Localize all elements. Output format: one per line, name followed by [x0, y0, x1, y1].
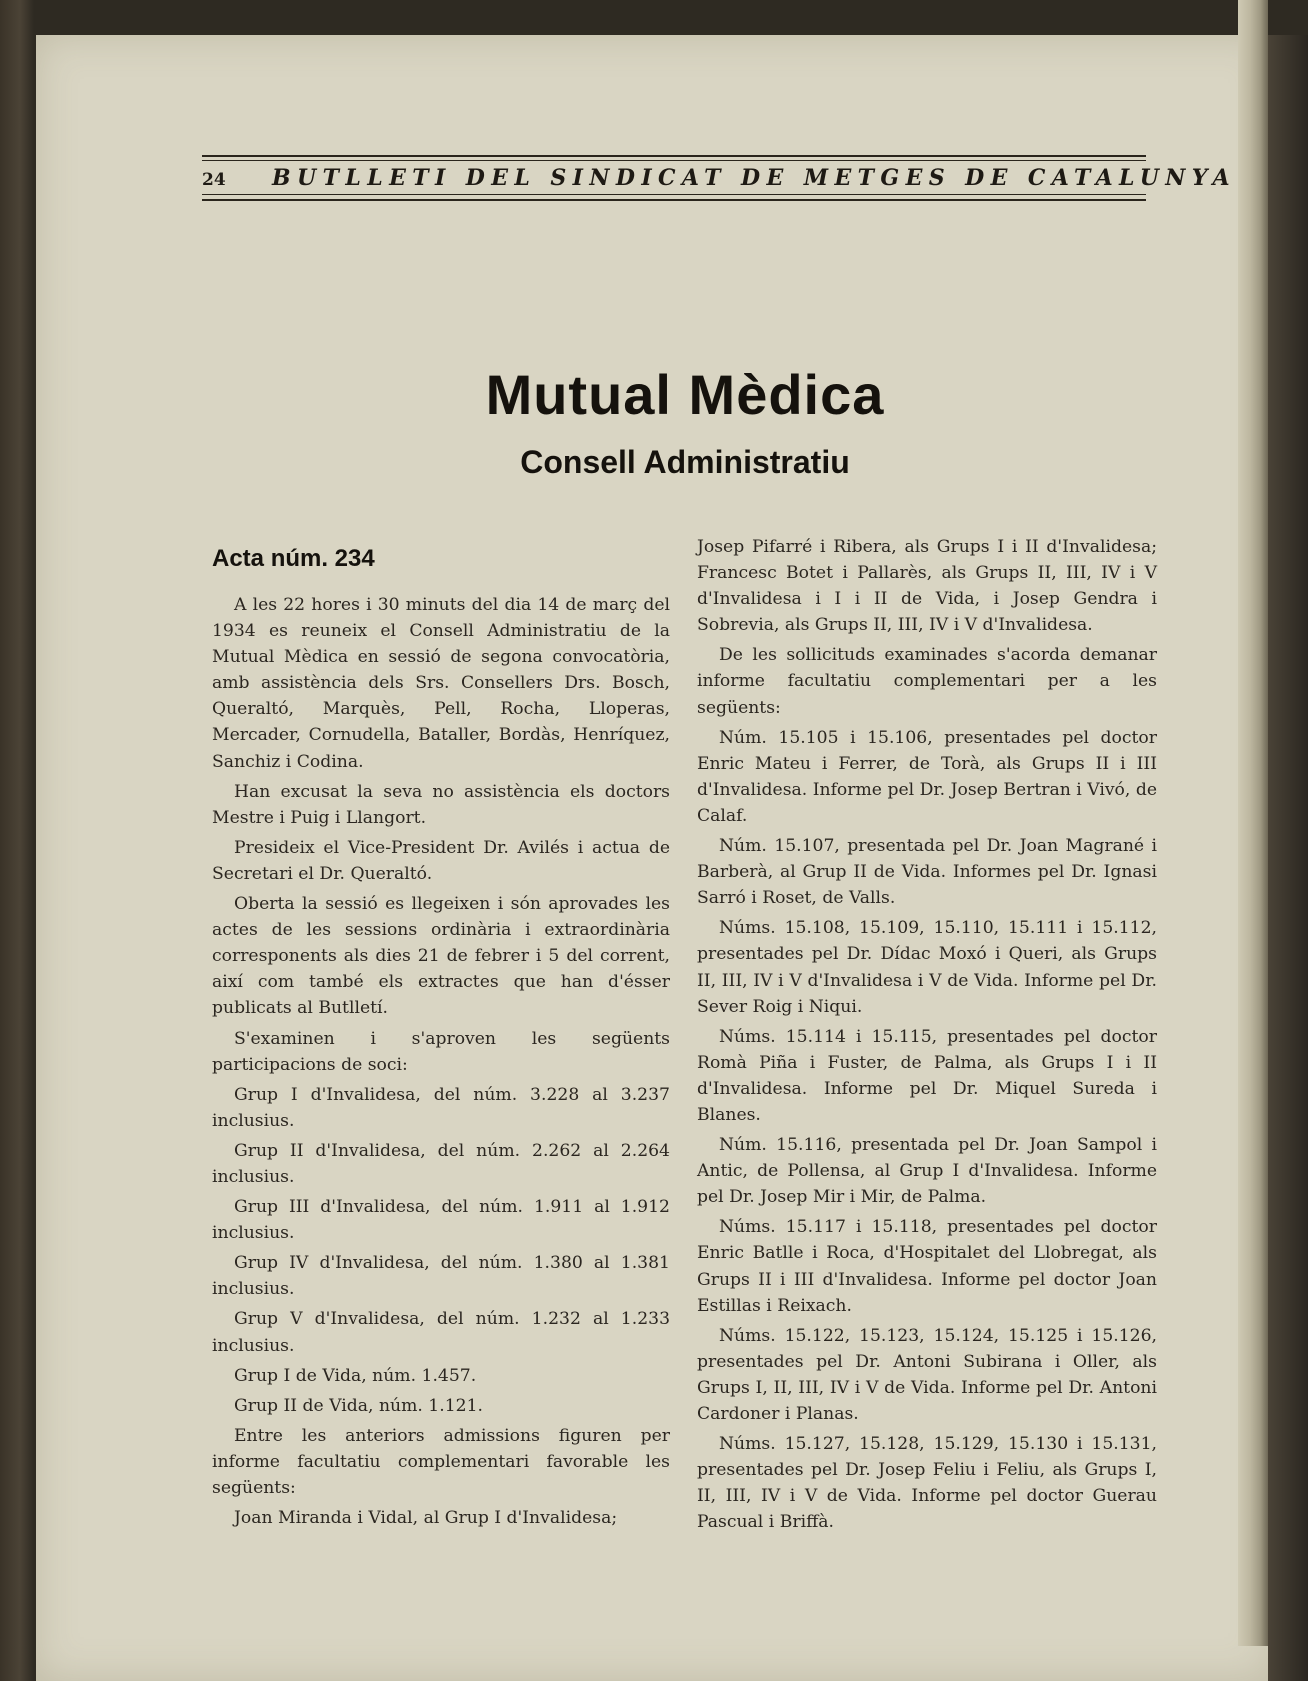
running-header [202, 152, 1236, 208]
paragraph: Núm. 15.107, presentada pel Dr. Joan Magrané i Barberà, al Grup II de Vida. Informes pel Dr. Ignasi Sarró i Roset, de Valls. [697, 836, 1157, 909]
header-rule-top-thin [202, 160, 1146, 161]
paragraph: Núm. 15.116, presentada pel Dr. Joan Sampol i Antic, de Pollensa, al Grup I d'Invalidesa. Informe pel Dr. Josep Mir i Mir, de Palma. [697, 1135, 1157, 1208]
paragraph: Núms. 15.122, 15.123, 15.124, 15.125 i 15.126, presentades pel Dr. Antoni Subirana i Oller, als Grups I, II, III, IV i V de Vida. Informe pel Dr. Antoni Cardoner i Planas. [697, 1325, 1157, 1424]
journal-title: BUTLLETI DEL SINDICAT DE METGES DE CATALUNYA [272, 165, 1236, 191]
paragraph: Grup V d'Invalidesa, del núm. 1.232 al 1.233 inclusius. [212, 1309, 670, 1356]
paragraph: Grup III d'Invalidesa, del núm. 1.911 al 1.912 inclusius. [212, 1197, 670, 1244]
section-heading: Acta núm. 234 [212, 545, 375, 572]
article-subtitle: Consell Administratiu [520, 444, 850, 480]
paragraph: Núms. 15.117 i 15.118, presentades pel doctor Enric Batlle i Roca, d'Hospitalet del Llobregat, als Grups II i III d'Invalidesa. Informe pel doctor Joan Estillas i Reixach. [697, 1217, 1157, 1316]
page-edge [1268, 35, 1308, 1681]
header-rule-bottom-thin [202, 194, 1146, 195]
left-column [212, 544, 670, 1535]
paragraph: Núm. 15.105 i 15.106, presentades pel doctor Enric Mateu i Ferrer, de Torà, als Grups II i III d'Invalidesa. Informe pel Dr. Josep Bertran i Vivó, de Calaf. [697, 727, 1157, 826]
paragraph: Han excusat la seva no assistència els doctors Mestre i Puig i Llangort. [212, 781, 670, 828]
book-spine-shadow [1238, 0, 1268, 1646]
paragraph: Grup II de Vida, núm. 1.121. [234, 1395, 483, 1416]
header-rule-bottom [202, 199, 1146, 201]
paragraph: Núms. 15.114 i 15.115, presentades pel doctor Romà Piña i Fuster, de Palma, als Grups I i II d'Invalidesa. Informe pel Dr. Miquel Sureda i Blanes. [697, 1026, 1157, 1125]
paragraph: Grup I de Vida, núm. 1.457. [234, 1365, 477, 1386]
paragraph: Oberta la sessió es llegeixen i són aprovades les actes de les sessions ordinària i extraordinària corresponents als dies 21 de febrer i 5 del corrent, així com també els extractes que han d'ésser publicats al Butlletí. [212, 894, 670, 1019]
right-column [697, 534, 1157, 1539]
paragraph-continuation: Josep Pifarré i Ribera, als Grups I i II d'Invalidesa; Francesc Botet i Pallarès, als Grups II, III, IV i V d'Invalidesa i I i II de Vida, i Josep Gendra i Sobrevia, als Grups II, III, IV i V d'Invalidesa. [697, 537, 1157, 636]
paragraph: Presideix el Vice-President Dr. Avilés i actua de Secretari el Dr. Queraltó. [212, 837, 670, 884]
paragraph: S'examinen i s'aproven les següents participacions de soci: [212, 1028, 670, 1075]
paragraph: A les 22 hores i 30 minuts del dia 14 de març del 1934 es reuneix el Consell Administratiu de la Mutual Mèdica en sessió de segona convocatòria, amb assistència dels Srs. Consellers Drs. Bosch, Queraltó, Marquès, Pell, Rocha, Lloperas, Mercader, Cornudella, Bataller, Bordàs, Henríquez, Sanchiz i Codina. [212, 595, 670, 772]
header-rule-top [202, 155, 1146, 157]
paragraph: Grup II d'Invalidesa, del núm. 2.262 al 2.264 inclusius. [212, 1140, 670, 1187]
article-title: Mutual Mèdica [485, 363, 885, 426]
paragraph: Núms. 15.108, 15.109, 15.110, 15.111 i 15.112, presentades pel Dr. Dídac Moxó i Queri, als Grups II, III, IV i V d'Invalidesa i V de Vida. Informe pel Dr. Sever Roig i Niqui. [697, 918, 1157, 1017]
paragraph: De les sollicituds examinades s'acorda demanar informe facultatiu complementari per a les següents: [697, 645, 1157, 718]
paragraph: Joan Miranda i Vidal, al Grup I d'Invalidesa; [234, 1508, 618, 1529]
paragraph: Entre les anteriors admissions figuren per informe facultatiu complementari favorable les següents: [212, 1425, 670, 1498]
paragraph: Núms. 15.127, 15.128, 15.129, 15.130 i 15.131, presentades pel Dr. Josep Feliu i Feliu, als Grups I, II, III, IV i V de Vida. Informe pel doctor Guerau Pascual i Briffà. [697, 1434, 1157, 1533]
paragraph: Grup IV d'Invalidesa, del núm. 1.380 al 1.381 inclusius. [212, 1253, 670, 1300]
page-number: 24 [202, 170, 226, 190]
paragraph: Grup I d'Invalidesa, del núm. 3.228 al 3.237 inclusius. [212, 1084, 670, 1131]
